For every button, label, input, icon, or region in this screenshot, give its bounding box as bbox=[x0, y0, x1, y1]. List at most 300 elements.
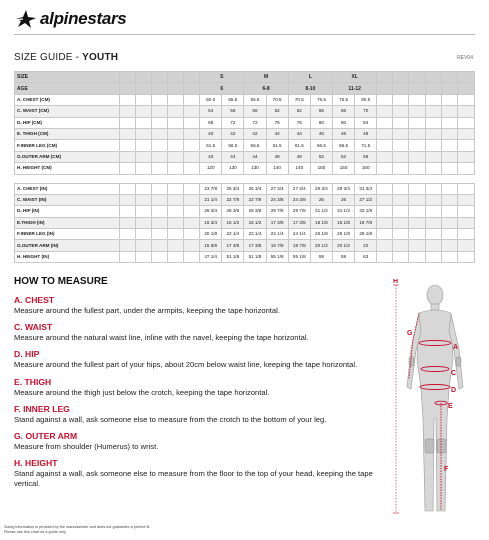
empty-cell bbox=[425, 194, 441, 205]
table-cell: 56 bbox=[355, 151, 377, 162]
table-cell: 29 7/8 bbox=[288, 206, 310, 217]
table-cell: 25 3/4 bbox=[244, 183, 266, 194]
table-cell: 44 bbox=[244, 151, 266, 162]
empty-cell bbox=[167, 240, 183, 251]
table-cell: 23 7/8 bbox=[200, 183, 222, 194]
empty-cell bbox=[441, 140, 457, 151]
label-g: G bbox=[407, 330, 413, 337]
empty-cell bbox=[167, 128, 183, 139]
table-cell: 58 bbox=[244, 106, 266, 117]
table-row bbox=[15, 183, 475, 194]
table-cell: 26 bbox=[333, 194, 355, 205]
table-cell: 47 1/4 bbox=[200, 251, 222, 262]
table-cell: 40 bbox=[200, 151, 222, 162]
empty-cell bbox=[184, 163, 200, 174]
table-cell: 18 7/8 bbox=[266, 240, 288, 251]
measure-heading: E. THIGH bbox=[14, 377, 52, 387]
empty-cell bbox=[409, 183, 425, 194]
empty-cell bbox=[119, 163, 135, 174]
empty-cell bbox=[135, 128, 151, 139]
empty-cell bbox=[393, 151, 409, 162]
table-cell: 33 1/8 bbox=[355, 206, 377, 217]
empty-cell bbox=[377, 140, 393, 151]
table-row bbox=[15, 217, 475, 228]
brand-wordmark: alpinestars bbox=[40, 9, 127, 28]
empty-cell bbox=[135, 183, 151, 194]
empty-cell bbox=[151, 217, 167, 228]
table-cell: 130 bbox=[222, 163, 244, 174]
table-cell: 62 bbox=[288, 106, 310, 117]
table-cell: 68 bbox=[200, 117, 222, 128]
empty-cell bbox=[167, 83, 183, 94]
empty-cell bbox=[135, 72, 151, 83]
empty-cell bbox=[151, 128, 167, 139]
table-cell: 48 bbox=[355, 128, 377, 139]
empty-cell bbox=[409, 140, 425, 151]
empty-cell bbox=[151, 151, 167, 162]
table-cell: 18 1/8 bbox=[333, 217, 355, 228]
empty-cell bbox=[425, 117, 441, 128]
empty-cell bbox=[184, 240, 200, 251]
size-header-cell: L bbox=[288, 72, 332, 83]
size-header-cell: XL bbox=[333, 72, 377, 83]
label-d: D bbox=[451, 387, 457, 394]
table-cell: 66.5 bbox=[310, 140, 332, 151]
table-cell: 72 bbox=[244, 117, 266, 128]
empty-cell bbox=[167, 140, 183, 151]
empty-cell bbox=[184, 128, 200, 139]
label-a: A bbox=[453, 344, 459, 351]
measure-description: Stand against a wall, ask someone else to measure from the crotch to the bottom of your leg. bbox=[14, 415, 327, 424]
table-cell: 28 3/8 bbox=[244, 206, 266, 217]
header-divider bbox=[14, 34, 475, 35]
empty-cell bbox=[393, 206, 409, 217]
body-figure-icon bbox=[389, 279, 477, 519]
empty-cell bbox=[409, 106, 425, 117]
age-header-cell: 6-8 bbox=[244, 83, 288, 94]
empty-cell bbox=[119, 72, 135, 83]
empty-cell bbox=[377, 183, 393, 194]
table-cell: 20 1/8 bbox=[200, 229, 222, 240]
empty-cell bbox=[409, 151, 425, 162]
row-label: G.OUTER ARM (CM) bbox=[15, 151, 120, 162]
table-cell: 44 bbox=[222, 151, 244, 162]
empty-cell bbox=[457, 217, 474, 228]
empty-cell bbox=[457, 72, 474, 83]
table-cell: 51.5 bbox=[200, 140, 222, 151]
measure-heading: A. CHEST bbox=[14, 295, 55, 305]
table-cell: 26 1/8 bbox=[333, 229, 355, 240]
table-row bbox=[15, 117, 475, 128]
table-cell: 26 1/8 bbox=[310, 229, 332, 240]
empty-cell bbox=[377, 106, 393, 117]
empty-cell bbox=[167, 194, 183, 205]
table-row bbox=[15, 163, 475, 174]
table-cell: 76 bbox=[266, 117, 288, 128]
table-cell: 80 bbox=[310, 117, 332, 128]
measure-section bbox=[14, 404, 379, 425]
empty-cell bbox=[167, 163, 183, 174]
table-row bbox=[15, 206, 475, 217]
empty-cell bbox=[377, 128, 393, 139]
measure-heading: D. HIP bbox=[14, 349, 40, 359]
row-label: D. HIP (CM) bbox=[15, 117, 120, 128]
empty-cell bbox=[425, 72, 441, 83]
empty-cell bbox=[119, 83, 135, 94]
table-cell: 44 bbox=[266, 128, 288, 139]
table-cell: 70.5 bbox=[288, 94, 310, 105]
empty-cell bbox=[377, 240, 393, 251]
measure-section bbox=[14, 295, 379, 316]
table-row bbox=[15, 128, 475, 139]
empty-cell bbox=[119, 106, 135, 117]
empty-cell bbox=[135, 251, 151, 262]
empty-cell bbox=[441, 183, 457, 194]
table-cell: 65.5 bbox=[222, 94, 244, 105]
empty-cell bbox=[151, 94, 167, 105]
empty-cell bbox=[135, 140, 151, 151]
empty-cell bbox=[425, 206, 441, 217]
table-cell: 28 3/8 bbox=[222, 206, 244, 217]
empty-cell bbox=[151, 229, 167, 240]
row-label: F.INNER LEG (CM) bbox=[15, 140, 120, 151]
empty-cell bbox=[409, 83, 425, 94]
empty-cell bbox=[393, 217, 409, 228]
row-label: E.THIGH (IN) bbox=[15, 217, 120, 228]
empty-cell bbox=[457, 206, 474, 217]
empty-cell bbox=[119, 229, 135, 240]
table-cell: 18 1/8 bbox=[310, 217, 332, 228]
table-cell: 44 bbox=[288, 128, 310, 139]
empty-cell bbox=[377, 83, 393, 94]
table-cell: 17 3/8 bbox=[266, 217, 288, 228]
table-cell: 84 bbox=[355, 117, 377, 128]
empty-cell bbox=[393, 251, 409, 262]
label-c: C bbox=[451, 370, 457, 377]
empty-cell bbox=[425, 83, 441, 94]
table-cell: 29 7/8 bbox=[266, 206, 288, 217]
empty-cell bbox=[457, 229, 474, 240]
empty-cell bbox=[425, 229, 441, 240]
empty-cell bbox=[151, 83, 167, 94]
empty-cell bbox=[425, 151, 441, 162]
empty-cell bbox=[377, 217, 393, 228]
empty-cell bbox=[457, 163, 474, 174]
table-cell: 24 3/8 bbox=[266, 194, 288, 205]
empty-cell bbox=[441, 72, 457, 83]
empty-cell bbox=[425, 251, 441, 262]
empty-cell bbox=[184, 140, 200, 151]
table-cell: 24 1/4 bbox=[266, 229, 288, 240]
how-to-measure-title: HOW TO MEASURE bbox=[14, 276, 108, 287]
table-cell: 20 1/2 bbox=[310, 240, 332, 251]
empty-cell bbox=[457, 251, 474, 262]
empty-cell bbox=[377, 206, 393, 217]
empty-cell bbox=[425, 140, 441, 151]
empty-cell bbox=[377, 194, 393, 205]
table-cell: 60.5 bbox=[200, 94, 222, 105]
empty-cell bbox=[441, 128, 457, 139]
empty-cell bbox=[409, 128, 425, 139]
measure-description: Stand against a wall, ask someone else to measure from the floor to the top of your head, keeping the tape vertical. bbox=[14, 469, 373, 488]
empty-cell bbox=[409, 72, 425, 83]
measure-section bbox=[14, 431, 379, 452]
empty-cell bbox=[167, 72, 183, 83]
measure-section bbox=[14, 349, 379, 370]
empty-cell bbox=[441, 251, 457, 262]
table-row bbox=[15, 229, 475, 240]
empty-cell bbox=[135, 117, 151, 128]
table-cell: 62 bbox=[266, 106, 288, 117]
empty-cell bbox=[135, 240, 151, 251]
empty-cell bbox=[119, 251, 135, 262]
row-label: C. WAIST (CM) bbox=[15, 106, 120, 117]
empty-cell bbox=[135, 206, 151, 217]
table-cell: 76 bbox=[288, 117, 310, 128]
empty-cell bbox=[151, 117, 167, 128]
table-cell: 27 3/4 bbox=[288, 183, 310, 194]
measure-description: Measure around the fullest part of your hips, about 20cm below waist line, keeping the tape horizontal. bbox=[14, 360, 358, 369]
empty-cell bbox=[184, 117, 200, 128]
table-cell: 25 3/4 bbox=[222, 183, 244, 194]
empty-cell bbox=[441, 206, 457, 217]
empty-cell bbox=[167, 217, 183, 228]
empty-cell bbox=[441, 229, 457, 240]
size-label: SIZE bbox=[15, 72, 120, 83]
empty-cell bbox=[393, 83, 409, 94]
empty-cell bbox=[441, 83, 457, 94]
empty-cell bbox=[167, 251, 183, 262]
empty-cell bbox=[151, 140, 167, 151]
age-header-cell: 6 bbox=[200, 83, 244, 94]
table-cell: 66 bbox=[310, 106, 332, 117]
table-cell: 150 bbox=[310, 163, 332, 174]
empty-cell bbox=[393, 240, 409, 251]
empty-cell bbox=[425, 240, 441, 251]
row-label: E. THIGH (CM) bbox=[15, 128, 120, 139]
empty-cell bbox=[377, 251, 393, 262]
size-header-cell: M bbox=[244, 72, 288, 83]
table-cell: 31 3/4 bbox=[355, 183, 377, 194]
table-cell: 29 3/4 bbox=[310, 183, 332, 194]
empty-cell bbox=[135, 229, 151, 240]
page-title: SIZE GUIDE - YOUTH bbox=[14, 52, 119, 63]
age-header-cell: 11-12 bbox=[333, 83, 377, 94]
table-cell: 48 bbox=[266, 151, 288, 162]
table-cell: 55 1/8 bbox=[266, 251, 288, 262]
empty-cell bbox=[441, 194, 457, 205]
empty-cell bbox=[119, 217, 135, 228]
table-cell: 26 3/4 bbox=[200, 206, 222, 217]
empty-cell bbox=[135, 106, 151, 117]
table-row bbox=[15, 151, 475, 162]
table-cell: 66.5 bbox=[333, 140, 355, 151]
table-row bbox=[15, 140, 475, 151]
row-label: A. CHEST (CM) bbox=[15, 94, 120, 105]
empty-cell bbox=[135, 83, 151, 94]
empty-cell bbox=[377, 151, 393, 162]
empty-cell bbox=[441, 240, 457, 251]
table-cell: 63 bbox=[355, 251, 377, 262]
empty-cell bbox=[393, 128, 409, 139]
empty-cell bbox=[184, 106, 200, 117]
table-cell: 52 bbox=[310, 151, 332, 162]
empty-cell bbox=[393, 106, 409, 117]
empty-cell bbox=[409, 117, 425, 128]
empty-cell bbox=[393, 183, 409, 194]
table-cell: 21 1/4 bbox=[200, 194, 222, 205]
table-cell: 140 bbox=[288, 163, 310, 174]
table-cell: 52 bbox=[333, 151, 355, 162]
age-header-row bbox=[15, 83, 475, 94]
empty-cell bbox=[393, 117, 409, 128]
empty-cell bbox=[457, 194, 474, 205]
size-table bbox=[14, 71, 475, 263]
empty-cell bbox=[457, 128, 474, 139]
measure-heading: G. OUTER ARM bbox=[14, 431, 78, 441]
revision-code: REV04 bbox=[457, 55, 473, 61]
row-label: F.INNER LEG (IN) bbox=[15, 229, 120, 240]
empty-cell bbox=[151, 206, 167, 217]
empty-cell bbox=[409, 251, 425, 262]
empty-cell bbox=[151, 106, 167, 117]
table-cell: 20 1/2 bbox=[333, 240, 355, 251]
empty-cell bbox=[184, 251, 200, 262]
table-cell: 51 1/8 bbox=[222, 251, 244, 262]
table-cell: 51 1/8 bbox=[244, 251, 266, 262]
empty-cell bbox=[425, 128, 441, 139]
empty-cell bbox=[393, 94, 409, 105]
measure-description: Measure around the thigh just below the crotch, keeping the tape horizontal. bbox=[14, 388, 270, 397]
measure-section bbox=[14, 322, 379, 343]
empty-cell bbox=[167, 229, 183, 240]
empty-cell bbox=[184, 206, 200, 217]
age-label: AGE bbox=[15, 83, 120, 94]
row-label: D. HIP (IN) bbox=[15, 206, 120, 217]
empty-cell bbox=[151, 251, 167, 262]
empty-cell bbox=[441, 117, 457, 128]
empty-cell bbox=[457, 94, 474, 105]
empty-cell bbox=[409, 163, 425, 174]
empty-cell bbox=[151, 163, 167, 174]
table-cell: 55 1/8 bbox=[288, 251, 310, 262]
row-label: H. HEIGHT (CM) bbox=[15, 163, 120, 174]
empty-cell bbox=[425, 217, 441, 228]
empty-cell bbox=[457, 106, 474, 117]
table-cell: 59 bbox=[333, 251, 355, 262]
table-cell: 22 7/8 bbox=[222, 194, 244, 205]
table-cell: 80.5 bbox=[355, 94, 377, 105]
table-cell: 71.5 bbox=[355, 140, 377, 151]
table-cell: 66 bbox=[333, 106, 355, 117]
table-row bbox=[15, 251, 475, 262]
table-cell: 18 7/8 bbox=[288, 240, 310, 251]
row-label: G.OUTER ARM (IN) bbox=[15, 240, 120, 251]
table-cell: 17 3/8 bbox=[244, 240, 266, 251]
table-cell: 22 7/8 bbox=[244, 194, 266, 205]
age-header-cell: 8-10 bbox=[288, 83, 332, 94]
measure-heading: C. WAIST bbox=[14, 322, 53, 332]
footer-line-2: Please use this chart as a guide only. bbox=[4, 530, 67, 534]
table-cell: 27 1/2 bbox=[355, 194, 377, 205]
table-row bbox=[15, 106, 475, 117]
empty-cell bbox=[441, 217, 457, 228]
table-cell: 46 bbox=[310, 128, 332, 139]
brand-logo bbox=[14, 8, 126, 30]
label-e: E bbox=[448, 403, 453, 410]
empty-cell bbox=[167, 94, 183, 105]
table-cell: 61.5 bbox=[266, 140, 288, 151]
empty-cell bbox=[377, 117, 393, 128]
empty-cell bbox=[184, 72, 200, 83]
empty-cell bbox=[457, 151, 474, 162]
table-cell: 40 bbox=[200, 128, 222, 139]
table-cell: 15 3/4 bbox=[200, 217, 222, 228]
empty-cell bbox=[457, 183, 474, 194]
table-cell: 120 bbox=[200, 163, 222, 174]
empty-cell bbox=[184, 194, 200, 205]
empty-cell bbox=[425, 94, 441, 105]
table-cell: 22 bbox=[355, 240, 377, 251]
table-cell: 26 bbox=[310, 194, 332, 205]
table-cell: 54 bbox=[200, 106, 222, 117]
empty-cell bbox=[119, 151, 135, 162]
empty-cell bbox=[119, 128, 135, 139]
table-cell: 22 1/4 bbox=[222, 229, 244, 240]
table-cell: 80 bbox=[333, 117, 355, 128]
table-cell: 22 1/4 bbox=[244, 229, 266, 240]
table-cell: 31 1/2 bbox=[310, 206, 332, 217]
table-cell: 17 3/8 bbox=[222, 240, 244, 251]
table-cell: 70.5 bbox=[266, 94, 288, 105]
empty-cell bbox=[457, 83, 474, 94]
table-cell: 75.5 bbox=[310, 94, 332, 105]
table-cell: 18 7/8 bbox=[355, 217, 377, 228]
body-diagram bbox=[389, 279, 477, 519]
empty-cell bbox=[119, 206, 135, 217]
table-cell: 28 1/8 bbox=[355, 229, 377, 240]
empty-cell bbox=[457, 240, 474, 251]
table-cell: 48 bbox=[288, 151, 310, 162]
table-row bbox=[15, 94, 475, 105]
empty-cell bbox=[393, 140, 409, 151]
empty-cell bbox=[167, 183, 183, 194]
empty-cell bbox=[184, 151, 200, 162]
empty-cell bbox=[457, 140, 474, 151]
empty-cell bbox=[409, 206, 425, 217]
empty-cell bbox=[377, 72, 393, 83]
empty-cell bbox=[167, 206, 183, 217]
table-cell: 75.5 bbox=[333, 94, 355, 105]
empty-cell bbox=[409, 94, 425, 105]
empty-cell bbox=[119, 140, 135, 151]
empty-cell bbox=[377, 163, 393, 174]
table-cell: 150 bbox=[333, 163, 355, 174]
table-cell: 24 1/4 bbox=[288, 229, 310, 240]
empty-cell bbox=[135, 194, 151, 205]
table-cell: 70 bbox=[355, 106, 377, 117]
empty-cell bbox=[184, 94, 200, 105]
empty-cell bbox=[135, 163, 151, 174]
table-row bbox=[15, 194, 475, 205]
empty-cell bbox=[119, 240, 135, 251]
table-cell: 29 3/4 bbox=[333, 183, 355, 194]
spacer-cell bbox=[15, 174, 475, 183]
empty-cell bbox=[409, 240, 425, 251]
table-cell: 56.5 bbox=[244, 140, 266, 151]
empty-cell bbox=[393, 72, 409, 83]
empty-cell bbox=[135, 151, 151, 162]
